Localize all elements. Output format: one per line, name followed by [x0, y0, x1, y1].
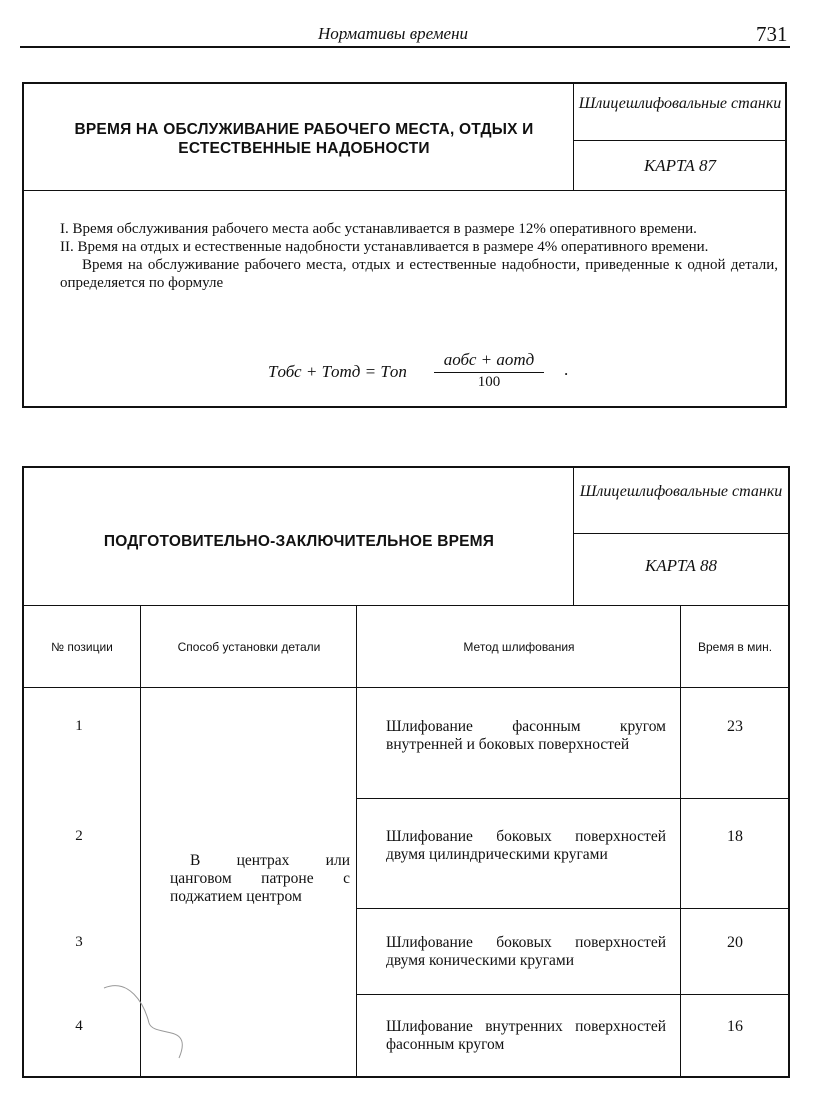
card-88-right-divider [573, 533, 788, 534]
column-header-grinding-method: Метод шлифования [463, 640, 575, 654]
row-1-grinding-method: Шлифование фасонным кругом внутренней и боковых поверхностей [386, 718, 666, 753]
formula-terminator: . [564, 360, 569, 379]
formula-lhs: Tобс + Tотд = Tоп [268, 362, 407, 381]
paragraph-formula-intro: Время на обслуживание рабочего места, отдых и естественные надобности, приведенные к одной детали, определяется по формуле [60, 257, 778, 291]
running-title: Нормативы времени [318, 24, 469, 43]
column-divider-2 [356, 605, 357, 1076]
setup-method-cell: В центрах или цанговом патроне с поджатием центром [170, 852, 350, 905]
row-1-time: 23 [727, 718, 743, 735]
column-header-time: Время в мин. [697, 640, 773, 654]
row-4-grinding-method: Шлифование внутренних поверхностей фасонным кругом [386, 1018, 666, 1053]
card-87-right-divider [573, 140, 785, 141]
row-1-position: 1 [75, 718, 83, 734]
column-header-position: № позиции [51, 640, 113, 654]
card-87-body [60, 220, 778, 292]
row-divider [356, 798, 788, 799]
card-87-header-divider [24, 190, 785, 191]
card-87 [22, 82, 787, 408]
column-divider-1 [140, 605, 141, 1076]
row-4-position: 4 [75, 1018, 83, 1034]
page-number: 731 [756, 22, 788, 46]
card-87-code: КАРТА 87 [643, 156, 717, 175]
formula-numerator: aобс + aотд [443, 350, 535, 369]
row-2-time: 18 [727, 828, 743, 845]
column-divider-3 [680, 605, 681, 1076]
row-3-time: 20 [727, 934, 743, 951]
card-87-column-divider [573, 84, 574, 190]
card-88-machine-type: Шлицешлифовальные станки [579, 483, 783, 500]
card-88 [22, 466, 790, 1078]
column-header-setup-method: Способ установки детали [177, 640, 321, 654]
paragraph-service-time: I. Время обслуживания рабочего места aобс устанавливается в размере 12% оперативного времени. [60, 221, 697, 237]
row-3-grinding-method: Шлифование боковых поверхностей двумя коническими кругами [386, 934, 666, 969]
card-88-header-divider [24, 605, 788, 606]
row-divider [356, 908, 788, 909]
row-2-position: 2 [75, 828, 83, 844]
paragraph-rest-time: II. Время на отдых и естественные надобности устанавливается в размере 4% оперативного времени. [60, 239, 709, 255]
card-88-title: ПОДГОТОВИТЕЛЬНО-ЗАКЛЮЧИТЕЛЬНОЕ ВРЕМЯ [103, 533, 495, 550]
row-3-position: 3 [75, 934, 83, 950]
row-divider [356, 994, 788, 995]
formula [268, 350, 588, 398]
card-87-title: ВРЕМЯ НА ОБСЛУЖИВАНИЕ РАБОЧЕГО МЕСТА, ОТДЫХ И ЕСТЕСТВЕННЫЕ НАДОБНОСТИ [74, 121, 534, 157]
row-4-time: 16 [727, 1018, 743, 1035]
card-87-machine-type: Шлицешлифовальные станки [578, 95, 782, 112]
row-2-grinding-method: Шлифование боковых поверхностей двумя цилиндрическими кругами [386, 828, 666, 863]
card-88-code: КАРТА 88 [644, 556, 718, 575]
formula-fraction-bar [434, 372, 544, 373]
formula-denominator: 100 [477, 374, 501, 390]
table-header-divider [24, 687, 788, 688]
card-88-column-divider [573, 468, 574, 605]
